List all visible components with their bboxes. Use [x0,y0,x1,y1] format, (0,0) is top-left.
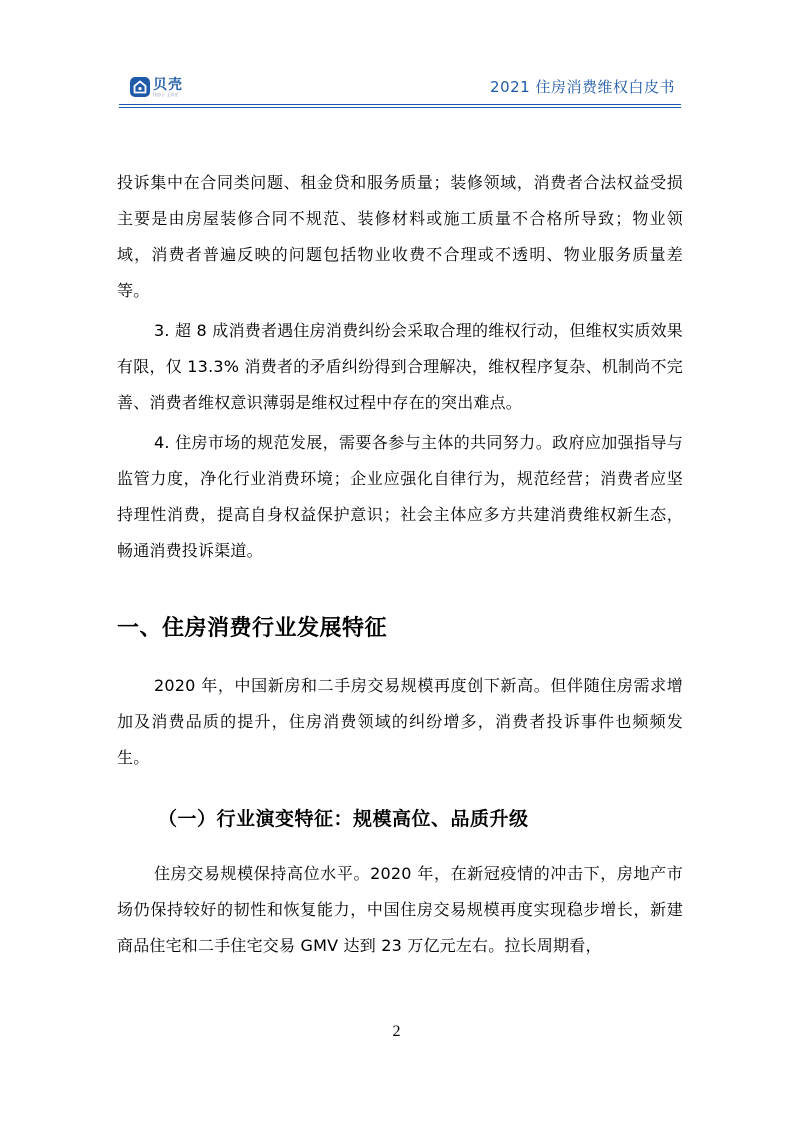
paragraph-transaction-scale: 住房交易规模保持高位水平。2020 年，在新冠疫情的冲击下，房地产市场仍保持较好的韧性和恢复能力，中国住房交易规模再度实现稳步增长，新建商品住宅和二手住宅交易 GMV 达到 23 万亿元左右。拉长周期看， [117,864,683,955]
paragraph-complaints-summary: 投诉集中在合同类问题、租金贷和服务质量；装修领域，消费者合法权益受损主要是由房屋装修合同不规范、装修材料或施工质量不合格所导致；物业领域，消费者普遍反映的问题包括物业收费不合理或不透明、物业服务质量差等。 [117,173,683,300]
document-title: 2021 住房消费维权白皮书 [490,78,675,96]
page-number: 2 [392,1023,401,1040]
subsection-heading-1: （一）行业演变特征：规模高位、品质升级 [158,808,529,830]
paragraph-finding-4: 4. 住房市场的规范发展，需要各参与主体的共同努力。政府应加强指导与监管力度，净化行业消费环境；企业应强化自律行为，规范经营；消费者应坚持理性消费，提高自身权益保护意识；社会主体应多方共建消费维权新生态，畅通消费投诉渠道。 [117,433,683,560]
logo-name: 贝壳 [153,76,183,93]
page-body [117,165,683,964]
page-header [119,66,681,106]
header-divider [119,104,681,105]
logo-subtitle: 找房子 上贝壳 [153,91,179,97]
header-divider-secondary [119,107,681,108]
section-heading-1: 一、住房消费行业发展特征 [117,616,388,641]
beike-logo-icon [130,77,150,97]
beike-logo [130,74,183,100]
paragraph-section-intro: 2020 年，中国新房和二手房交易规模再度创下新高。但伴随住房需求增加及消费品质的提升，住房消费领域的纠纷增多，消费者投诉事件也频频发生。 [117,676,683,767]
paragraph-finding-3: 3. 超 8 成消费者遇住房消费纠纷会采取合理的维权行动，但维权实质效果有限，仅 13.3% 消费者的矛盾纠纷得到合理解决，维权程序复杂、机制尚不完善、消费者维权意识薄弱是维权过程中存在的突出难点。 [117,321,683,412]
